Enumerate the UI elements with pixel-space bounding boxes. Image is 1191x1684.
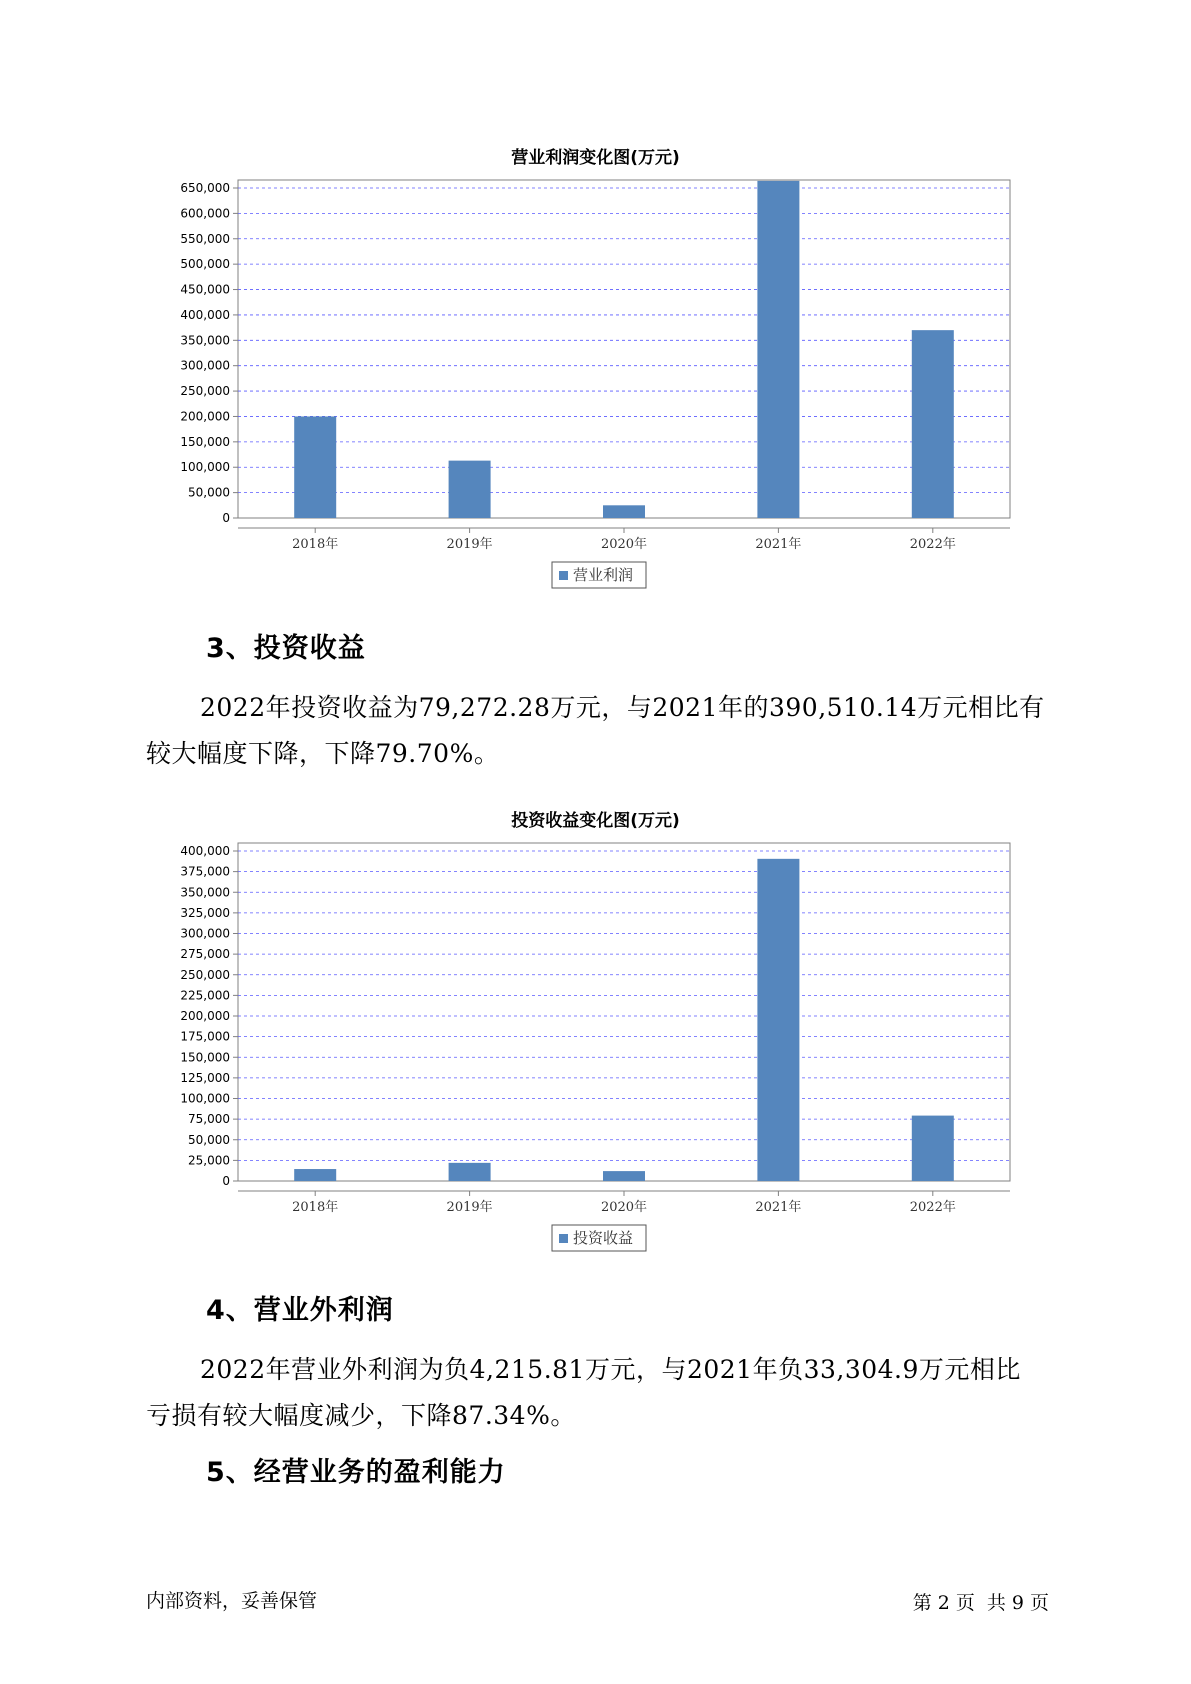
y-tick-label: 350,000 <box>180 333 230 348</box>
footer-page-number <box>910 1588 1052 1615</box>
legend-label: 营业利润 <box>573 566 634 584</box>
y-tick-label: 150,000 <box>180 434 230 449</box>
x-tick-label: 2022年 <box>909 537 956 552</box>
bar <box>912 330 954 518</box>
y-tick-label: 300,000 <box>180 926 230 941</box>
y-tick-label: 0 <box>222 511 230 525</box>
y-tick-label: 200,000 <box>180 1009 230 1023</box>
y-tick-label: 400,000 <box>180 844 230 858</box>
bar <box>912 1116 954 1181</box>
y-tick-label: 50,000 <box>188 485 230 500</box>
x-tick-label: 2022年 <box>909 1200 956 1215</box>
bar <box>449 1163 491 1181</box>
y-tick-label: 250,000 <box>180 967 230 982</box>
legend-swatch <box>559 1234 568 1243</box>
x-tick-label: 2021年 <box>755 537 802 552</box>
total-suffix: 页 <box>1029 1592 1049 1614</box>
chart-title-operating-profit: 营业利润变化图(万元) <box>511 148 680 168</box>
section-heading-profitability: 5、经营业务的盈利能力 <box>206 1457 506 1488</box>
paragraph-line: 2022年投资收益为79,272.28万元，与2021年的390,510.14万元相比有 <box>200 693 1045 722</box>
bar <box>757 859 799 1181</box>
section-heading-non-operating-profit: 4、营业外利润 <box>206 1295 394 1326</box>
y-tick-label: 125,000 <box>180 1070 230 1085</box>
x-tick-label: 2020年 <box>600 537 648 552</box>
paragraph-investment-income <box>146 685 1076 777</box>
x-tick-label: 2018年 <box>292 537 339 552</box>
x-tick-label: 2020年 <box>600 1200 648 1215</box>
x-tick-label: 2019年 <box>446 1200 493 1215</box>
chart-title-investment-income: 投资收益变化图(万元) <box>511 811 680 831</box>
y-tick-label: 25,000 <box>188 1153 230 1168</box>
y-tick-label: 600,000 <box>180 206 230 221</box>
page-prefix: 第 <box>912 1592 932 1614</box>
paragraph-line: 较大幅度下降，下降79.70%。 <box>146 739 500 768</box>
y-tick-label: 350,000 <box>180 885 230 900</box>
y-tick-label: 225,000 <box>180 988 230 1003</box>
bar <box>757 181 799 518</box>
bar <box>294 416 336 518</box>
total-prefix: 共 <box>986 1592 1006 1614</box>
y-tick-label: 650,000 <box>180 181 230 195</box>
y-tick-label: 0 <box>222 1174 230 1188</box>
y-tick-label: 275,000 <box>180 947 230 962</box>
legend-swatch <box>559 571 568 580</box>
paragraph-line: 2022年营业外利润为负4,215.81万元，与2021年负33,304.9万元相比 <box>200 1355 1021 1384</box>
page-num: 2 <box>937 1592 950 1614</box>
plot-frame <box>238 843 1010 1181</box>
y-tick-label: 100,000 <box>180 1091 230 1106</box>
y-tick-label: 325,000 <box>180 905 230 920</box>
page-mid: 页 <box>955 1592 975 1614</box>
y-tick-label: 100,000 <box>180 460 230 475</box>
operating-profit-chart <box>0 170 1191 590</box>
y-tick-label: 200,000 <box>180 409 230 424</box>
total-num: 9 <box>1011 1592 1024 1614</box>
y-tick-label: 150,000 <box>180 1050 230 1065</box>
y-tick-label: 450,000 <box>180 282 230 297</box>
bar <box>449 461 491 518</box>
investment-income-chart <box>0 833 1191 1253</box>
y-tick-label: 250,000 <box>180 384 230 399</box>
y-tick-label: 550,000 <box>180 231 230 246</box>
x-tick-label: 2019年 <box>446 537 493 552</box>
y-tick-label: 375,000 <box>180 864 230 879</box>
paragraph-line: 亏损有较大幅度减少，下降87.34%。 <box>146 1401 576 1430</box>
x-tick-label: 2018年 <box>292 1200 339 1215</box>
y-tick-label: 300,000 <box>180 358 230 373</box>
bar <box>294 1169 336 1181</box>
bar <box>603 1171 645 1181</box>
footer-confidential-note: 内部资料，妥善保管 <box>146 1590 318 1612</box>
bar <box>603 505 645 518</box>
paragraph-non-operating-profit <box>146 1347 1076 1439</box>
y-tick-label: 500,000 <box>180 257 230 272</box>
y-tick-label: 75,000 <box>188 1112 230 1127</box>
legend-label: 投资收益 <box>573 1229 634 1247</box>
section-heading-investment-income: 3、投资收益 <box>206 633 366 664</box>
y-tick-label: 400,000 <box>180 307 230 322</box>
y-tick-label: 175,000 <box>180 1029 230 1044</box>
y-tick-label: 50,000 <box>188 1132 230 1147</box>
x-tick-label: 2021年 <box>755 1200 802 1215</box>
